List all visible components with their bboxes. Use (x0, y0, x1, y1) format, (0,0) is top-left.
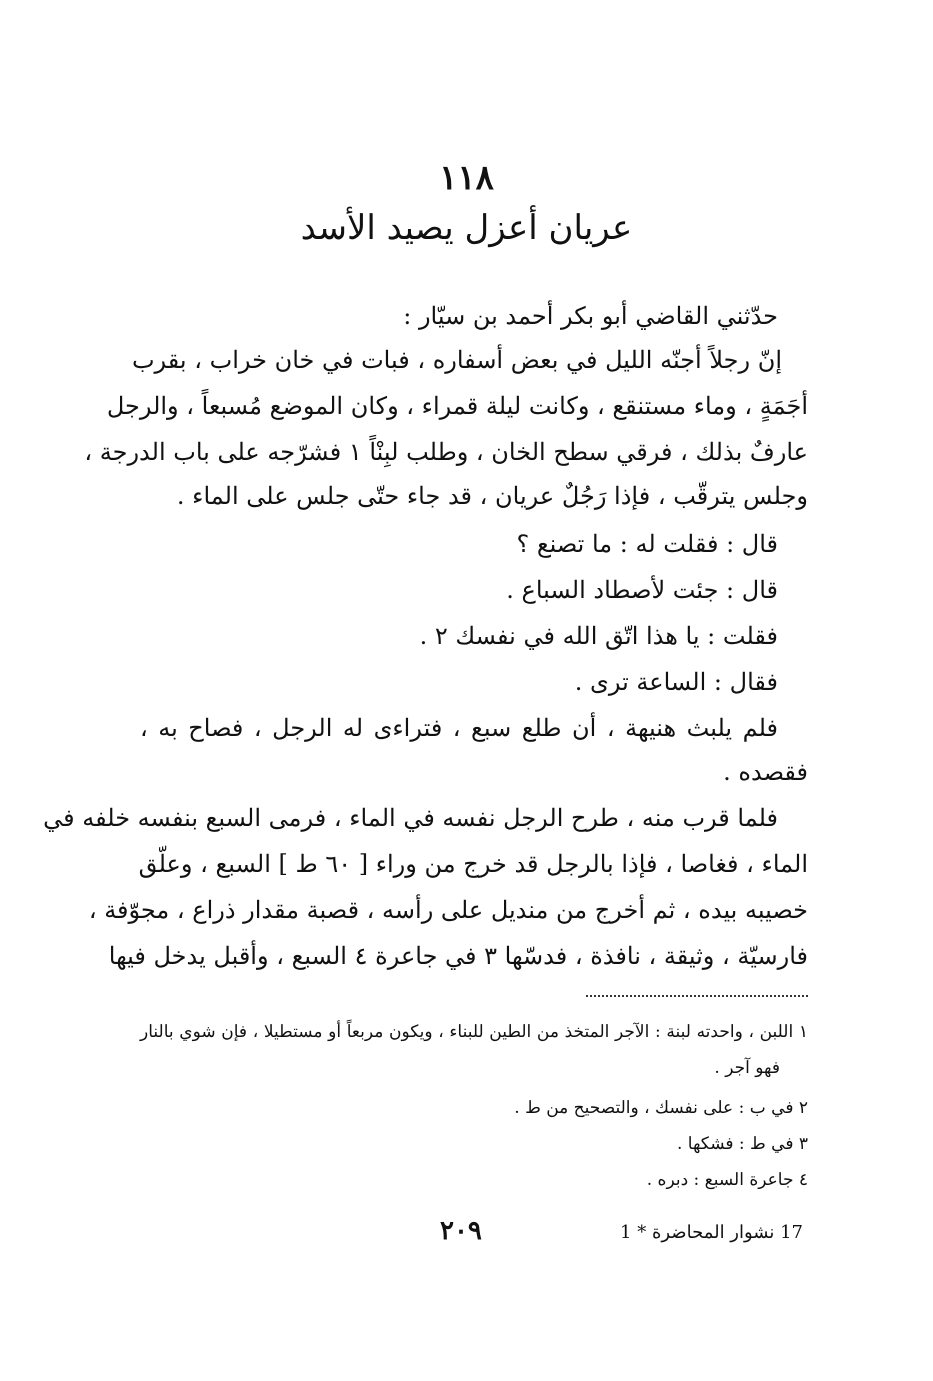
text-line: فقال : الساعة ترى . (574, 668, 778, 696)
text-line: الماء ، فغاصا ، فإذا بالرجل قد خرج من وراء [ ٦٠ ط ] السبع ، وعلّق (138, 850, 808, 878)
text-line: عارفٌ بذلك ، فرقي سطح الخان ، وطلب لبِنْاً ١ فشرّجه على باب الدرجة ، (84, 438, 808, 466)
text-line: أجَمَةٍ ، وماء مستنقع ، وكانت ليلة قمراء ، وكان الموضع مُسبعاً ، والرجل (106, 392, 808, 420)
text-line: فلم يلبث هنيهة ، أن طلع سبع ، فتراءى له الرجل ، فصاح به ، (140, 714, 778, 742)
text-line: فلما قرب منه ، طرح الرجل نفسه في الماء ، فرمى السبع بنفسه خلفه في (43, 804, 778, 832)
text-line: قال : فقلت له : ما تصنع ؟ (516, 530, 778, 558)
text-line: إنّ رجلاً أجنّه الليل في بعض أسفاره ، فبات في خان خراب ، بقرب (131, 346, 782, 374)
footnote-line: ٣ في ط : فشكها . (676, 1134, 808, 1154)
text-line: فقلت : يا هذا اتّق الله في نفسك ٢ . (419, 622, 778, 650)
footnote-line: ١ اللبن ، واحدته لبنة : الآجر المتخذ من الطين للبناء ، ويكون مربعاً أو مستطيلا ، فإن شوي بالنار (140, 1022, 808, 1042)
footnote-divider (586, 995, 808, 997)
page-number: ٢٠٩ (440, 1216, 482, 1246)
text-line: حدّثني القاضي أبو بكر أحمد بن سيّار : (403, 302, 778, 330)
footnote-line: ٢ في ب : على نفسك ، والتصحيح من ط . (514, 1098, 808, 1118)
book-signature: 17 نشوار المحاضرة * 1 (620, 1222, 803, 1243)
text-line: خصيبه بيده ، ثم أخرج من منديل على رأسه ، قصبة مقدار ذراع ، مجوّفة ، (88, 896, 808, 924)
text-line: وجلس يترقّب ، فإذا رَجُلٌ عريان ، قد جاء حتّى جلس على الماء . (176, 482, 808, 510)
text-line: فارسيّة ، وثيقة ، نافذة ، فدسّها ٣ في جاعرة ٤ السبع ، وأقبل يدخل فيها (108, 942, 808, 970)
footnote-line: فهو آجر . (714, 1058, 780, 1078)
chapter-number: ١١٨ (439, 158, 494, 198)
text-line: فقصده . (723, 758, 808, 786)
chapter-title: عريان أعزل يصيد الأسد (300, 208, 633, 248)
text-line: قال : جئت لأصطاد السباع . (506, 576, 778, 604)
footnote-line: ٤ جاعرة السبع : دبره . (646, 1170, 808, 1190)
